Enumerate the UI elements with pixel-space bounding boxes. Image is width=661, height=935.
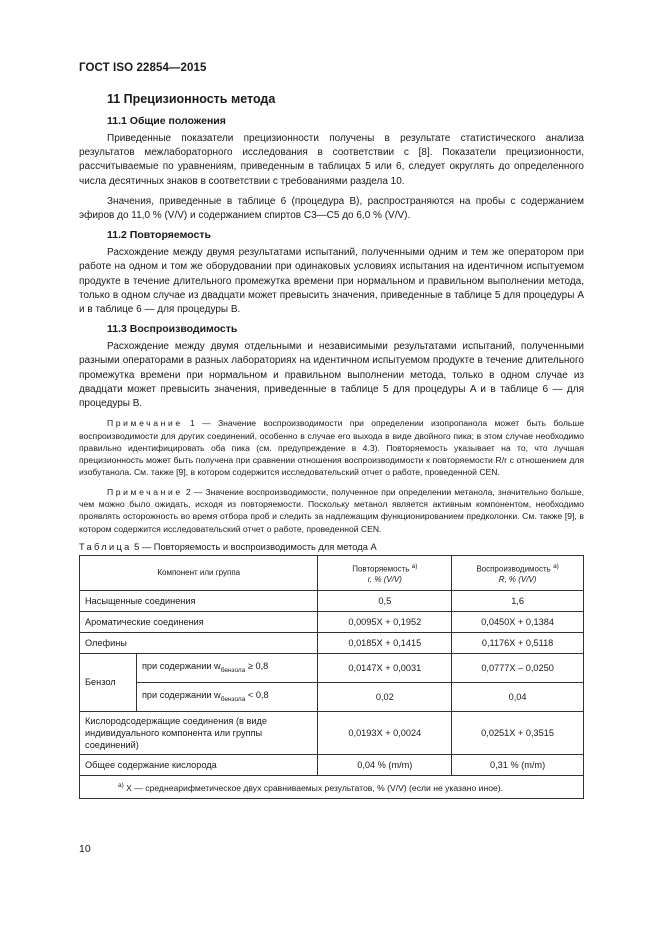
column-header-repeatability: Повторяемость $^{a)}$ r, % (V/V) [318,555,452,590]
benzene-condition: при содержании $w_{бензола} < 0,8$ [136,682,318,711]
benzene-condition: при содержании $w_{бензола} \ge 0,8$ [136,653,318,682]
paragraph: Значения, приведенные в таблице 6 (процедура B), распространяются на пробы с содержанием эфиров до 11,0 % (V/V) и содержанием спиртов C3—C5 до 6,0 % (V/V). [79,195,584,222]
table-header-row [80,555,584,590]
note-label: Примечание [107,486,183,497]
note-1 [79,417,584,478]
paragraph: Расхождение между двумя отдельными и независимыми результатами испытаний, полученными разными операторами в разных лабораториях на идентичном испытуемом продукте в течение длительного промежутка времени при нормальном и правильном выполнении метода, только в одном случае из двадцати может превысить значения, приведенные в таблице 5 для процедуры A и в таблице 6 — для процедуры B. [79,341,584,410]
document-header: ГОСТ ISO 22854—2015 [79,62,207,74]
table-row: Ароматические соединения 0,0095X + 0,1952 0,0450X + 0,1384 [80,611,584,632]
subsection-title-general: 11.1 Общие положения [107,115,226,127]
table-row: Бензол при содержании $w_{бензола} \ge 0,8$ 0,0147X + 0,0031 0,0777X – 0,0250 [80,653,584,682]
table-row: Насыщенные соединения 0,5 1,6 [80,590,584,611]
table-row: Олефины 0,0185X + 0,1415 0,1176X + 0,5118 [80,632,584,653]
note-text: 2 — Значение воспроизводимости, полученное при определении метанола, значительно больше, чем можно было ожидать, исходя из повторяемости. Поскольку метанол является активным компонентом, необходимо проявлять осторожность во время отбора проб и следить за надлежащим функционированием предколонки. См. также [9], в котором содержится исследовательский отчет о работе, проведенной CEN. [79,486,584,534]
note-text: 1 — Значение воспроизводимости при определении изопропанола может быть больше воспроизводимости для других соединений, особенно в случае его выхода в виде двойного пика; в этом случае необходимо правильно идентифицировать оба пика (см. предупреждение в 4.3). Повторяемость указывает на то, что лучшая прецизионность может быть получена при сравнении отношения воспроизводимости к повторяемости R/r с отношением для изобутанола. См. также [9], в котором содержится исследовательский отчет о работе, проведенной CEN. [79,418,584,478]
table-footnote: $^{a)}$ X — среднеарифметическое двух сравниваемых результатов, % (V/V) (если не указано иное). [80,775,584,798]
subsection-title-reproducibility: 11.3 Воспроизводимость [107,323,238,336]
table-row: Общее содержание кислорода 0,04 % (m/m) 0,31 % (m/m) [80,754,584,775]
document-body [79,92,584,799]
paragraph: Приведенные показатели прецизионности получены в результате статистического анализа результатов межлабораторного исследования в соответствии с [8]. Показатели прецизионности, рассчитываемые по уравнениям, приведенным в таблицах 5 или 6, следует округлять до определенного числа десятичных знаков в соответствии с требованиями раздела 10. [79,133,584,187]
note-label: Примечание [107,418,183,429]
column-header-reproducibility: Воспроизводимость $^{a)}$ R, % (V/V) [452,555,584,590]
table-footnote-row [80,775,584,798]
page-number: 10 [79,843,91,855]
precision-table [79,555,584,799]
column-header-component: Компонент или группа [80,555,318,590]
note-2 [79,486,584,535]
table-row: при содержании $w_{бензола} < 0,8$ 0,02 0,04 [80,682,584,711]
table-caption: Таблица 5 — Повторяемость и воспроизводимость для метода A [79,541,377,552]
section-title: 11 Прецизионность метода [107,92,276,106]
subsection-title-repeatability: 11.2 Повторяемость [107,229,211,242]
table-row: Кислородсодержащие соединения (в виде индивидуального компонента или группы соединений) 0,0193X + 0,0024 0,0251X + 0,3515 [80,711,584,754]
paragraph: Расхождение между двумя результатами испытаний, полученными одним и тем же оператором при работе на одном и том же оборудовании при одинаковых условиях испытания на идентичном испытуемом продукте в течение длительного промежутка времени при нормальном и правильном выполнении метода, только в одном случае из двадцати может превысить значения, приведенные в таблице 5 для процедуры A и в таблице 6 — для процедуры B. [79,247,584,316]
